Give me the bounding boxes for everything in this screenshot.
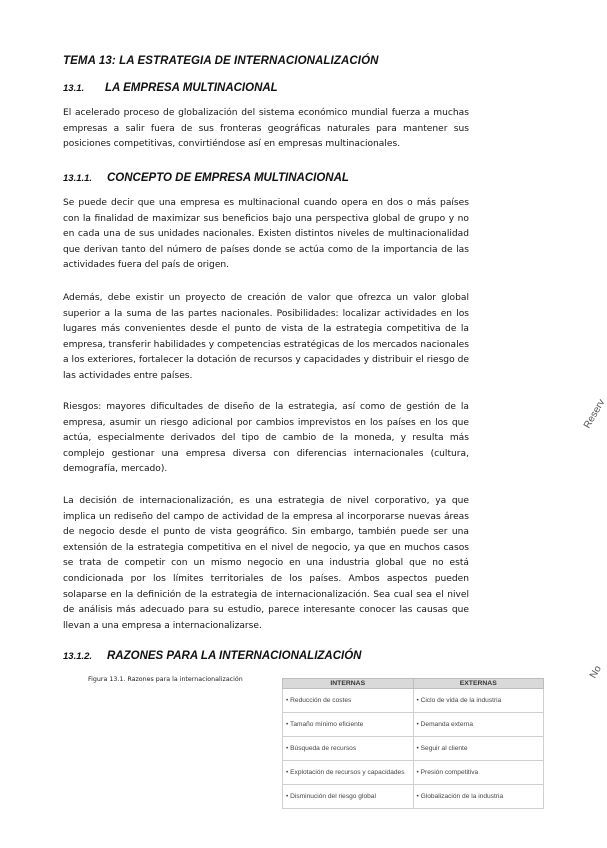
watermark-text: No — [588, 663, 604, 681]
section-number: 13.1.1. — [63, 173, 93, 184]
internal-reason: • Reducción de costes — [283, 689, 414, 713]
table-row — [283, 737, 544, 761]
table-row — [283, 761, 544, 785]
paragraph-risks: Riesgos: mayores dificultades de diseño de la estrategia, así como de gestión de la empresa, asumir un riesgo adicional por cambios imprevistos en los países en los que actúa, especialmente derivados del tipo de cambio de la moneda, y resulta más complejo gestionar una empresa diversa con diferencias internacionales (cultura, demografía, mercado). — [63, 402, 469, 475]
section-heading-13-1-1 — [63, 172, 349, 184]
paragraph-corporate-decision: La decisión de internacionalización, es una estrategia de nivel corporativo, ya que implica un rediseño del campo de actividad de la empresa al incorporarse nuevas áreas de negocio desde el punto de vista geográfico. Sin embargo, también puede ser una extensión de la estrategia competitiva en el nivel de negocio, ya que en muchos casos se trata de competir con un mismo negocio en una industria global que no está condicionada por los límites territoriales de los países. Ambos aspectos pueden solaparse en la definición de la estrategia de internacionalización. Sea cual sea el nivel de análisis más adecuado para su estudio, parece interesante conocer las causas que llevan a una empresa a internacionalizarse. — [63, 496, 469, 631]
figure-caption: Figura 13.1. Razones para la internacionalización — [88, 676, 243, 683]
internal-reason: • Explotación de recursos y capacidades — [283, 761, 414, 785]
external-reason: • Demanda externa — [413, 713, 544, 737]
section-title: CONCEPTO DE EMPRESA MULTINACIONAL — [107, 172, 349, 184]
paragraph-value-creation: Además, debe existir un proyecto de creación de valor que ofrezca un valor global superior a la suma de las partes nacionales. Posibilidades: localizar actividades en los lugares más convenientes desde el punto de vista de la estrategia competitiva de la empresa, transferir habilidades y competencias estratégicas de los mercados nacionales a los exteriores, fortalecer la dotación de recursos y capacidades y distribuir el riesgo de las actividades entre países. — [63, 293, 469, 381]
paragraph-definition: Se puede decir que una empresa es multinacional cuando opera en dos o más países con la finalidad de maximizar sus beneficios bajo una perspectiva global de grupo y no en cada una de sus unidades nacionales. Existen distintos niveles de multinacionalidad que derivan tanto del número de países donde se actúa como de la importancia de las actividades fuera del país de origen. — [63, 198, 469, 271]
external-reason: • Presión competitiva — [413, 761, 544, 785]
table-row — [283, 713, 544, 737]
intro-paragraph: El acelerado proceso de globalización del sistema económico mundial fuerza a muchas empresas a salir fuera de sus fronteras geográficas naturales para mantener sus posiciones competitivas, convirtiéndose así en empresas multinacionales. — [63, 108, 469, 150]
watermark-text: Reserv — [582, 397, 607, 431]
header-internas: INTERNAS — [283, 679, 414, 689]
internal-reason: • Disminución del riesgo global — [283, 785, 414, 809]
table-row — [283, 689, 544, 713]
section-number: 13.1. — [63, 83, 85, 94]
table-header-row — [283, 679, 544, 689]
section-heading-13-1-2 — [63, 650, 361, 662]
section-number: 13.1.2. — [63, 651, 93, 662]
table-row — [283, 785, 544, 809]
reasons-table — [282, 678, 544, 809]
internal-reason: • Búsqueda de recursos — [283, 737, 414, 761]
internal-reason: • Tamaño mínimo eficiente — [283, 713, 414, 737]
section-title: LA EMPRESA MULTINACIONAL — [105, 82, 278, 94]
external-reason: • Ciclo de vida de la industria — [413, 689, 544, 713]
main-title: TEMA 13: LA ESTRATEGIA DE INTERNACIONALIZACIÓN — [63, 55, 379, 67]
header-externas: EXTERNAS — [413, 679, 544, 689]
section-title: RAZONES PARA LA INTERNACIONALIZACIÓN — [107, 650, 362, 662]
section-heading-13-1 — [63, 82, 278, 94]
external-reason: • Globalización de la industria — [413, 785, 544, 809]
external-reason: • Seguir al cliente — [413, 737, 544, 761]
